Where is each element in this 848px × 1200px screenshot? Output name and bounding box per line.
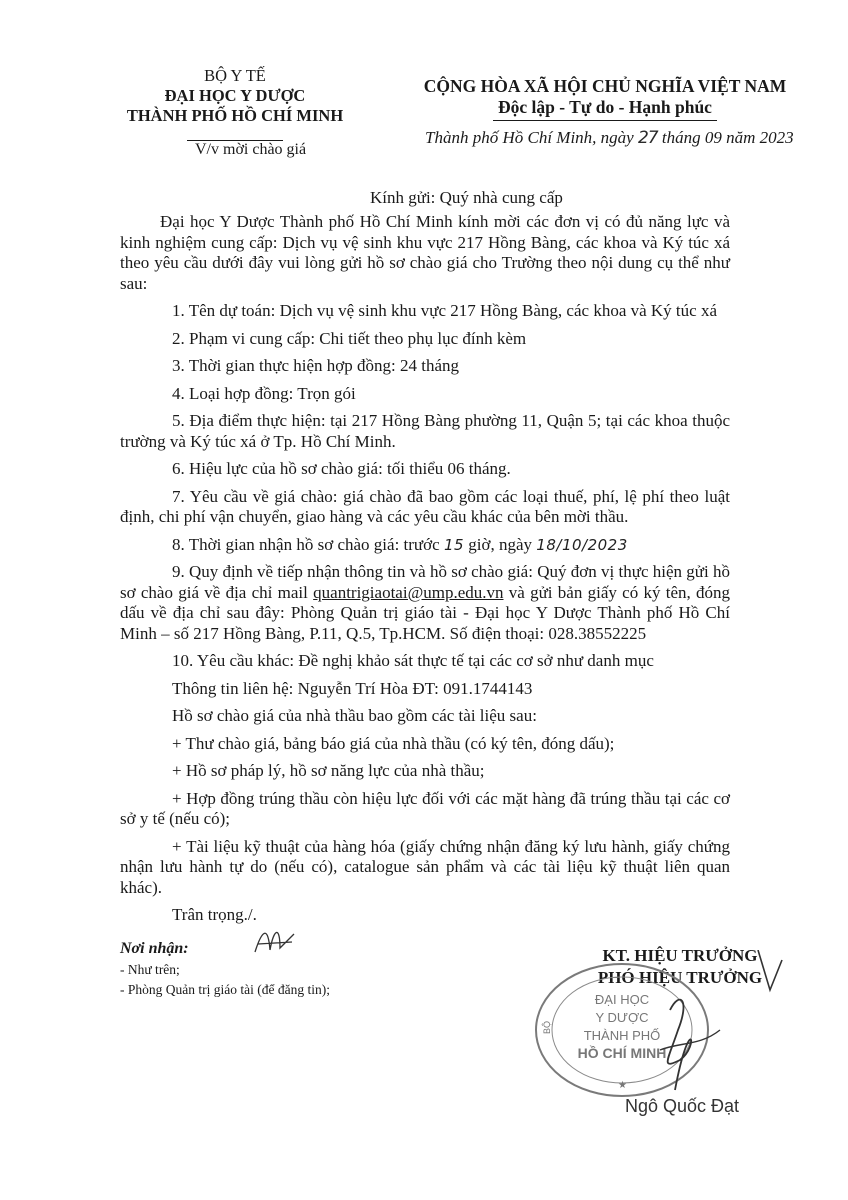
item-8-prefix: 8. Thời gian nhận hồ sơ chào giá: trước <box>172 534 440 554</box>
item-9-suffix: và gửi bản giấy có ký tên, đóng dấu về địa chỉ sau đây: Phòng Quản trị giáo tài - Đại học Y Dược Thành phố Hồ Chí Minh – số 217 Hồng Bàng, P.11, Q.5, Tp.HCM. Số điện thoại: 028.38552225 <box>120 582 731 643</box>
date-suffix: tháng 09 năm 2023 <box>661 128 794 147</box>
intro-paragraph: Đại học Y Dược Thành phố Hồ Chí Minh kính mời các đơn vị có đủ năng lực và kinh nghiệm cung cấp: Dịch vụ vệ sinh khu vực 217 Hồng Bàng, các khoa và Ký túc xá theo yêu cầu dưới đây vui lòng gửi hồ sơ chào giá cho Trường theo nội dung cụ thể như sau: <box>120 212 730 293</box>
document-item-4: + Tài liệu kỹ thuật của hàng hóa (giấy chứng nhận đăng ký lưu hành, giấy chứng nhận lưu hành tự do (nếu có), catalogue sản phẩm và các tài liệu kỹ thuật liên quan khác). <box>120 836 730 897</box>
item-1: 1. Tên dự toán: Dịch vụ vệ sinh khu vực 217 Hồng Bàng, các khoa và Ký túc xá <box>172 301 717 320</box>
document-date <box>425 128 794 148</box>
initials-signature-icon <box>250 920 300 960</box>
university-name-line1: ĐẠI HỌC Y DƯỢC <box>164 86 306 105</box>
signature-title-1: KT. HIỆU TRƯỞNG <box>602 946 758 965</box>
item-4: 4. Loại hợp đồng: Trọn gói <box>172 383 356 403</box>
item-7: 7. Yêu cầu về giá chào: giá chào đã bao gồm các loại thuế, phí, lệ phí theo luật định, chi phí vận chuyển, giao hàng và các yêu cầu khác của bên mời thầu. <box>120 486 730 526</box>
item-8-middle: giờ, ngày <box>468 534 533 554</box>
issuer-block <box>110 66 360 146</box>
date-day-handwritten: 27 <box>637 128 658 148</box>
stamp-side-text: BỘ <box>542 1020 552 1034</box>
stamp-line-3: THÀNH PHỐ <box>583 1028 661 1043</box>
handwritten-signature-icon <box>620 950 790 1100</box>
document-item-2: + Hồ sơ pháp lý, hồ sơ năng lực của nhà thầu; <box>172 761 485 780</box>
item-3: 3. Thời gian thực hiện hợp đồng: 24 tháng <box>172 356 460 375</box>
ministry-name: BỘ Y TẾ <box>204 66 266 85</box>
document-item-3: + Hợp đồng trúng thầu còn hiệu lực đối với các mặt hàng đã trúng thầu tại các cơ sở y tế (nếu có); <box>120 788 730 828</box>
date-prefix: Thành phố Hồ Chí Minh, ngày <box>425 128 634 147</box>
recipients-item-1: - Như trên; <box>120 962 180 977</box>
national-header <box>405 76 805 118</box>
deadline-hour-handwritten: 15 <box>443 535 465 554</box>
stamp-star-icon: ★ <box>618 1080 627 1091</box>
signer-name: Ngô Quốc Đạt <box>625 1096 740 1116</box>
closing: Trân trọng./. <box>172 905 257 924</box>
country-name: CỘNG HÒA XÃ HỘI CHỦ NGHĨA VIỆT NAM <box>423 76 787 96</box>
recipients-title: Nơi nhận: <box>120 940 189 957</box>
university-name-line2: THÀNH PHỐ HỒ CHÍ MINH <box>126 106 344 125</box>
contact-info: Thông tin liên hệ: Nguyễn Trí Hòa ĐT: 091.1744143 <box>172 678 533 698</box>
document-item-1: + Thư chào giá, bảng báo giá của nhà thầu (có ký tên, đóng dấu); <box>172 733 615 753</box>
signature-title-2: PHÓ HIỆU TRƯỞNG <box>597 968 763 987</box>
documents-intro: Hồ sơ chào giá của nhà thầu bao gồm các tài liệu sau: <box>172 706 537 725</box>
stamp-line-1: ĐẠI HỌC <box>594 992 650 1007</box>
national-motto: Độc lập - Tự do - Hạnh phúc <box>498 97 712 117</box>
recipients-item-2: - Phòng Quản trị giáo tài (để đăng tin); <box>120 982 330 997</box>
motto-underline <box>493 120 717 121</box>
letter-body <box>120 212 730 933</box>
subject-line: V/v mời chào giá <box>195 141 307 158</box>
stamp-line-2: Y DƯỢC <box>595 1010 649 1025</box>
salutation: Kính gửi: Quý nhà cung cấp <box>370 188 563 207</box>
item-9-prefix: 9. Quy định về tiếp nhận thông tin và hồ sơ chào giá: Quý đơn vị thực hiện gửi hồ sơ chào giá về địa chỉ mail <box>120 562 730 602</box>
item-2: 2. Phạm vi cung cấp: Chi tiết theo phụ lục đính kèm <box>172 328 527 348</box>
item-10: 10. Yêu cầu khác: Đề nghị khảo sát thực tế tại các cơ sở như danh mục <box>172 651 654 670</box>
item-6: 6. Hiệu lực của hồ sơ chào giá: tối thiểu 06 tháng. <box>172 459 511 478</box>
contact-email-link[interactable]: quantrigiaotai@ump.edu.vn <box>313 582 504 602</box>
deadline-date-handwritten: 18/10/2023 <box>536 535 628 554</box>
item-9 <box>120 562 730 644</box>
item-8 <box>120 535 730 556</box>
stamp-line-4: HỒ CHÍ MINH <box>577 1045 667 1061</box>
item-5: 5. Địa điểm thực hiện: tại 217 Hồng Bàng phường 11, Quận 5; tại các khoa thuộc trường và Ký túc xá ở Tp. Hồ Chí Minh. <box>120 411 730 451</box>
